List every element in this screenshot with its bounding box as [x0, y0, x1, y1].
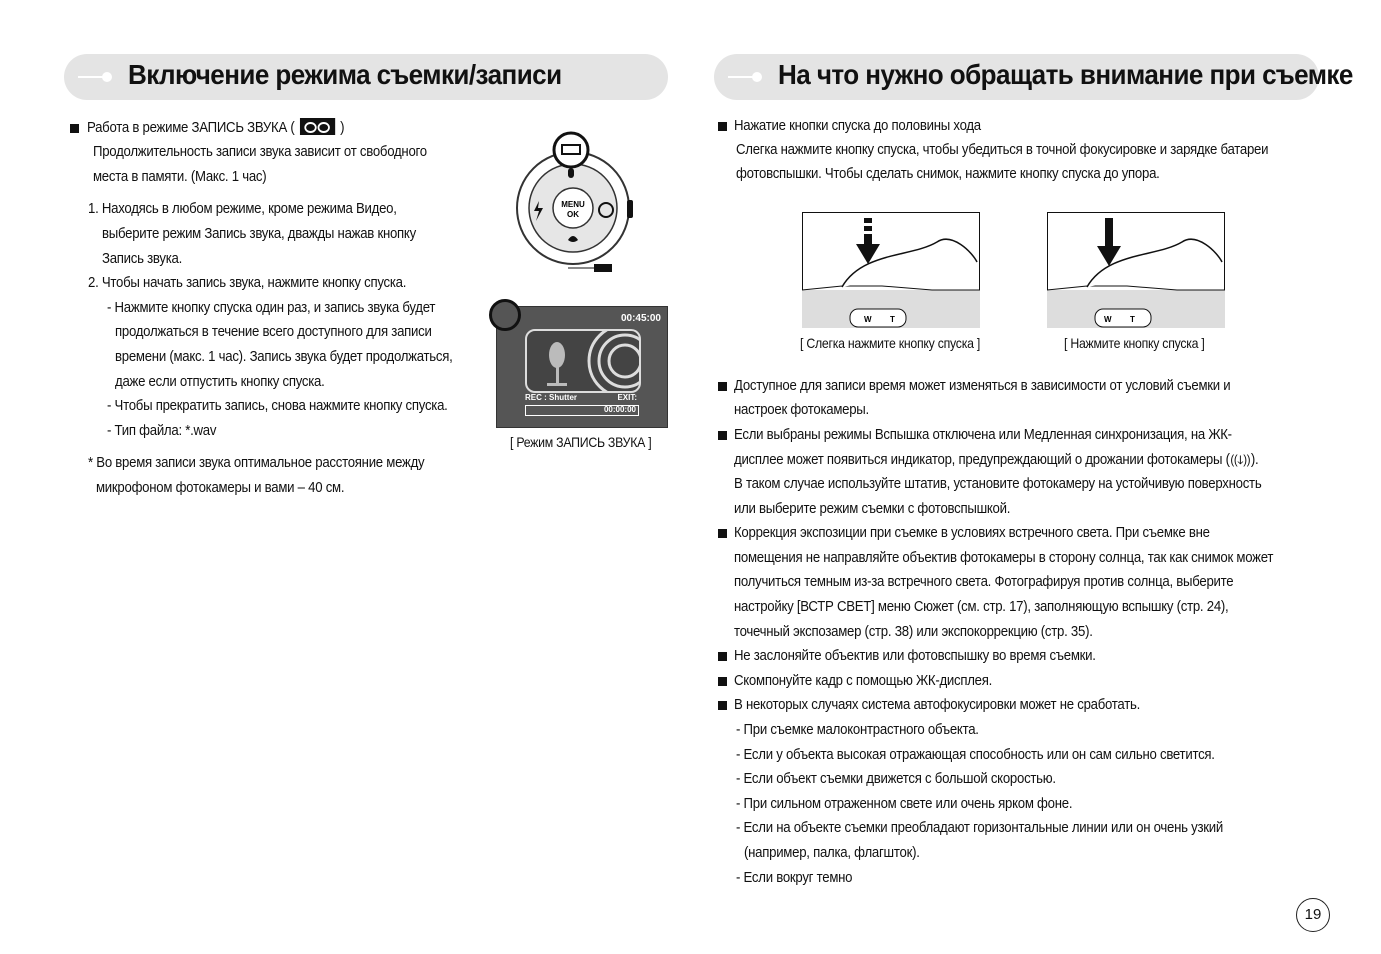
text-line: или выберите режим съемки с фотовспышкой.	[734, 500, 1011, 517]
full-press-illustration	[1047, 212, 1225, 328]
lcd-rec-label: REC : Shutter	[525, 393, 577, 402]
lcd-labels	[525, 393, 637, 402]
lcd-preview	[496, 306, 668, 428]
text-line: фотовспышки. Чтобы сделать снимок, нажмите кнопку спуска до упора.	[736, 165, 1160, 182]
text-line: - Нажмите кнопку спуска один раз, и запись звука будет	[107, 299, 436, 316]
right-title-bar	[714, 54, 1353, 100]
record-mode-heading-close: )	[340, 119, 345, 136]
text-line: помещения не направляйте объектив фотокамеры в сторону солнца, так как снимок может	[734, 549, 1274, 566]
bullet-text: Не заслоняйте объектив или фотовспышку во время съемки.	[734, 647, 1096, 664]
step-1: 1. Находясь в любом режиме, кроме режима Видео,	[88, 200, 397, 217]
note-line: микрофоном фотокамеры и вами – 40 см.	[96, 479, 345, 496]
bullet-text: В некоторых случаях система автофокусировки может не сработать.	[734, 696, 1141, 713]
microphone-icon	[527, 331, 639, 391]
half-press-illustration	[802, 212, 980, 328]
bullet-text: Скомпонуйте кадр с помощью ЖК-дисплея.	[734, 672, 993, 689]
text-line: настройку [ВСТР СВЕТ] меню Сюжет (см. стр. 17), заполняющую вспышку (стр. 24),	[734, 598, 1229, 615]
lcd-microphone-image	[525, 329, 641, 393]
page-number: 19	[1296, 898, 1330, 932]
square-bullet-icon	[718, 529, 727, 538]
record-mode-heading-text: Работа в режиме ЗАПИСЬ ЗВУКА (	[87, 119, 295, 136]
text-line: - Тип файла: *.wav	[107, 422, 217, 439]
bullet-text: Если выбраны режимы Вспышка отключена или Медленная синхронизация, на ЖК-	[734, 426, 1232, 443]
square-bullet-icon	[718, 677, 727, 686]
square-bullet-icon	[718, 122, 727, 131]
dial-ok-label: OK	[567, 210, 579, 219]
voice-recording-icon	[300, 118, 335, 135]
text-line: (например, палка, флагшток).	[744, 844, 920, 861]
text-line	[734, 450, 1258, 470]
bullet-text: Доступное для записи время может изменяться в зависимости от условий съемки и	[734, 377, 1231, 394]
half-press-caption: [ Слегка нажмите кнопку спуска ]	[800, 335, 981, 351]
square-bullet-icon	[70, 124, 79, 133]
bullet-text: Коррекция экспозиции при съемке в условиях встречного света. При съемке вне	[734, 524, 1210, 541]
text-line: времени (макс. 1 час). Запись звука будет продолжаться,	[115, 348, 453, 365]
shake-warning-close: ).	[1250, 451, 1259, 468]
note-line: * Во время записи звука оптимальное расстояние между	[88, 454, 425, 471]
left-page	[0, 0, 690, 954]
text-line: Слегка нажмите кнопку спуска, чтобы убедиться в точной фокусировке и зарядке батареи	[736, 141, 1269, 158]
text-line: Продолжительность записи звука зависит от свободного	[93, 143, 427, 160]
text-line: даже если отпустить кнопку спуска.	[115, 373, 325, 390]
text-line: места в памяти. (Макс. 1 час)	[93, 168, 267, 185]
control-dial-illustration	[510, 130, 650, 275]
square-bullet-icon	[718, 701, 727, 710]
square-bullet-icon	[718, 382, 727, 391]
title-dot	[752, 72, 762, 82]
right-page	[690, 0, 1380, 954]
text-line: настроек фотокамеры.	[734, 401, 869, 418]
text-line: - При съемке малоконтрастного объекта.	[736, 721, 979, 738]
left-page-title: Включение режима съемки/записи	[128, 59, 562, 90]
zoom-w-label: W	[864, 315, 872, 324]
right-page-title: На что нужно обращать внимание при съемке	[778, 59, 1353, 90]
text-line: - Если объект съемки движется с большой скоростью.	[736, 770, 1056, 787]
bullet-text: Нажатие кнопки спуска до половины хода	[734, 117, 981, 134]
text-line: - Если на объекте съемки преобладают горизонтальные линии или он очень узкий	[736, 819, 1224, 836]
text-line: - Если у объекта высокая отражающая способность или он сам сильно светится.	[736, 746, 1215, 763]
shake-warning-text: дисплее может появиться индикатор, предупреждающий о дрожании фотокамеры (	[734, 451, 1230, 468]
zoom-t-label: T	[890, 315, 895, 324]
text-line: В таком случае используйте штатив, установите фотокамеру на устойчивую поверхность	[734, 475, 1262, 492]
title-dash	[78, 76, 104, 78]
lcd-exit-label: EXIT:	[617, 393, 637, 402]
zoom-w-label: W	[1104, 315, 1112, 324]
lcd-elapsed-time: 00:00:00	[603, 405, 636, 414]
text-line: продолжаться в течение всего доступного для записи	[115, 323, 432, 340]
lcd-remaining-time: 00:45:00	[620, 313, 661, 324]
dial-menu-label: MENU	[561, 200, 585, 209]
square-bullet-icon	[718, 652, 727, 661]
record-mode-heading	[87, 118, 344, 138]
left-title-bar	[64, 54, 668, 100]
camera-shake-icon: ((ↆ))	[1230, 452, 1251, 467]
lcd-progress-bar	[525, 405, 639, 416]
title-dash	[728, 76, 754, 78]
square-bullet-icon	[718, 431, 727, 440]
step-2: 2. Чтобы начать запись звука, нажмите кнопку спуска.	[88, 274, 407, 291]
text-line: - При сильном отраженном свете или очень ярком фоне.	[736, 795, 1073, 812]
text-line: выберите режим Запись звука, дважды нажав кнопку	[102, 225, 416, 242]
full-press-caption: [ Нажмите кнопку спуска ]	[1064, 335, 1205, 351]
text-line: Запись звука.	[102, 250, 182, 267]
text-line: - Чтобы прекратить запись, снова нажмите кнопку спуска.	[107, 397, 448, 414]
lcd-caption: [ Режим ЗАПИСЬ ЗВУКА ]	[510, 434, 652, 450]
text-line: точечный экспозамер (стр. 38) или экспокоррекцию (стр. 35).	[734, 623, 1093, 640]
lcd-mode-icon	[489, 299, 521, 331]
title-dot	[102, 72, 112, 82]
text-line: получиться темным из-за встречного света. Фотографируя против солнца, выберите	[734, 573, 1234, 590]
text-line: - Если вокруг темно	[736, 869, 853, 886]
zoom-t-label: T	[1130, 315, 1135, 324]
